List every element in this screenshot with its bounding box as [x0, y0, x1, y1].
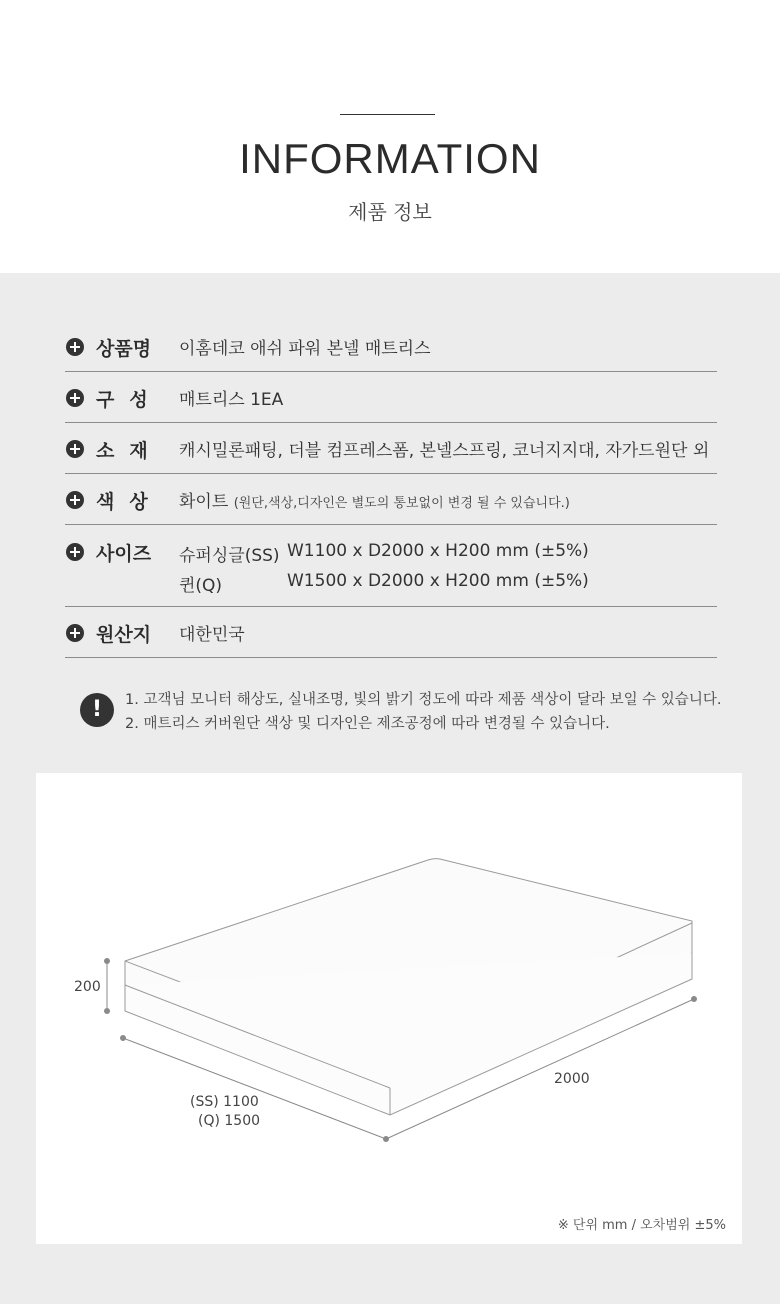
spec-row-composition: [65, 372, 717, 423]
plus-circle-icon: [66, 491, 84, 509]
spec-label: 구성: [96, 389, 163, 411]
mattress-illustration: [36, 773, 742, 1244]
spec-row-color: [65, 474, 717, 525]
spec-label: 사이즈: [96, 543, 152, 565]
spec-row-material: [65, 423, 717, 474]
size-dims-q: W1500 x D2000 x H200 mm (±5%): [287, 571, 589, 591]
page-title: INFORMATION: [239, 135, 541, 182]
spec-value: 매트리스 1EA: [179, 390, 284, 410]
page-subtitle: 제품 정보: [348, 200, 432, 224]
spec-value: 캐시밀론패팅, 더블 컴프레스폼, 본넬스프링, 코너지지대, 자가드원단 외: [179, 441, 710, 461]
spec-table: [65, 322, 717, 658]
plus-circle-icon: [66, 624, 84, 642]
width-q-label: (Q) 1500: [198, 1113, 261, 1129]
size-name-ss: 슈퍼싱글(SS): [179, 546, 280, 566]
header-section: [0, 0, 780, 273]
notice-text: [125, 688, 721, 736]
notice-line: 1. 고객님 모니터 해상도, 실내조명, 빛의 밝기 정도에 따라 제품 색상이 달라 보일 수 있습니다.: [125, 692, 722, 708]
size-name-q: 퀸(Q): [179, 576, 223, 596]
spec-row-product-name: [65, 322, 717, 372]
length-label: 2000: [554, 1071, 590, 1087]
color-note: (원단,색상,디자인은 별도의 통보없이 변경 될 수 있습니다.): [233, 496, 570, 511]
height-label: 200: [74, 979, 101, 995]
spec-label: 상품명: [96, 338, 152, 360]
notice-box: [80, 688, 740, 738]
unit-note: ※ 단위 mm / 오차범위 ±5%: [557, 1218, 726, 1233]
spec-value: [179, 487, 570, 512]
width-ss-label: (SS) 1100: [190, 1094, 259, 1110]
spec-row-size: [65, 525, 717, 607]
plus-circle-icon: [66, 440, 84, 458]
size-dims-ss: W1100 x D2000 x H200 mm (±5%): [287, 541, 589, 561]
plus-circle-icon: [66, 389, 84, 407]
mattress-size-diagram: [36, 773, 742, 1244]
notice-line: 2. 매트리스 커버원단 색상 및 디자인은 제조공정에 따라 변경될 수 있습니다.: [125, 716, 610, 732]
header-divider: [340, 114, 435, 115]
plus-circle-icon: [66, 543, 84, 561]
spec-label: 색상: [96, 491, 163, 513]
color-value: 화이트: [179, 492, 229, 512]
spec-value: 대한민국: [179, 625, 245, 645]
spec-label: 원산지: [96, 624, 152, 646]
spec-value: 이홈데코 애쉬 파워 본넬 매트리스: [179, 339, 431, 359]
plus-circle-icon: [66, 338, 84, 356]
spec-label: 소재: [96, 440, 163, 462]
exclamation-icon: !: [80, 693, 114, 727]
spec-row-origin: [65, 607, 717, 658]
